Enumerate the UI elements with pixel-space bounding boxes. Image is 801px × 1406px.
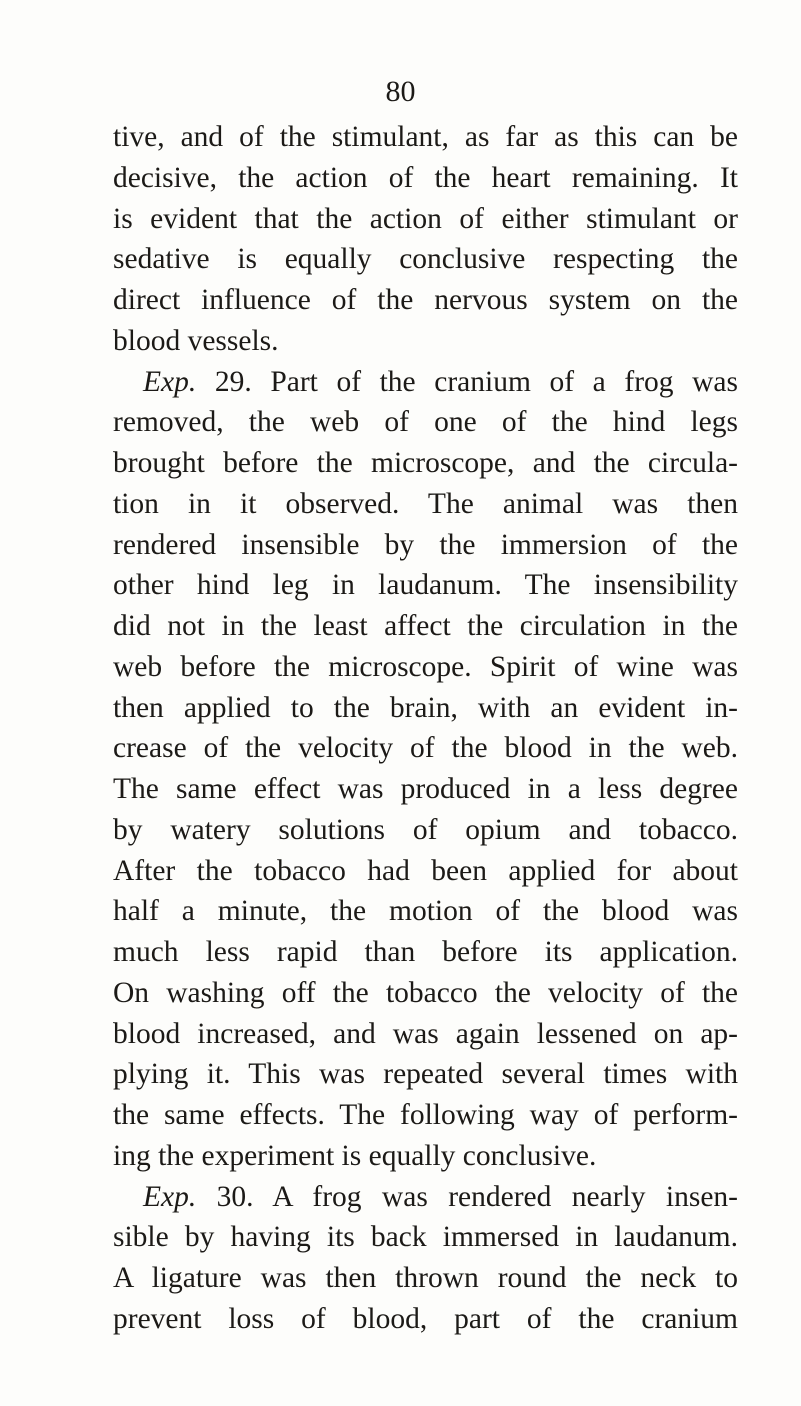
text-line: sedative is equally conclusive respecting the <box>113 243 738 276</box>
text-line: On washing off the tobacco the velocity of the <box>113 976 738 1009</box>
text-line: is evident that the action of either stimulant or <box>113 202 738 235</box>
experiment-label: Exp. <box>143 365 197 398</box>
text-line: sible by having its back immersed in laudanum. <box>113 1221 738 1254</box>
text-line: the same effects. The following way of perform- <box>113 1099 738 1131</box>
page-number: 80 <box>385 75 416 108</box>
text-line: did not in the least affect the circulation in the <box>113 610 738 642</box>
experiment-30-heading-line <box>113 1177 738 1218</box>
text-line: A ligature was then thrown round the neck to <box>113 1262 738 1294</box>
body-text <box>113 117 738 1340</box>
text-line: prevent loss of blood, part of the cranium <box>113 1302 738 1335</box>
text-line: rendered insensible by the immersion of the <box>113 528 738 561</box>
text-line-rest: 30. A frog was rendered nearly insen- <box>196 1180 738 1213</box>
text-line: direct influence of the nervous system on the <box>113 284 738 316</box>
text-line: ing the experiment is equally conclusive. <box>113 1139 597 1172</box>
text-line: brought before the microscope, and the circula- <box>113 447 738 479</box>
text-line: then applied to the brain, with an evident in- <box>113 691 738 724</box>
text-line: decisive, the action of the heart remaining. It <box>113 161 738 194</box>
text-line: web before the microscope. Spirit of wine was <box>113 650 738 683</box>
text-line: tion in it observed. The animal was then <box>113 487 738 520</box>
text-line: crease of the velocity of the blood in the web. <box>113 732 738 765</box>
text-line: blood increased, and was again lessened on ap- <box>113 1017 738 1050</box>
text-line: plying it. This was repeated several times with <box>113 1058 738 1091</box>
text-line: tive, and of the stimulant, as far as this can be <box>113 121 738 153</box>
text-line: The same effect was produced in a less degree <box>113 773 738 805</box>
experiment-label: Exp. <box>143 1180 197 1213</box>
text-line-rest: 29. Part of the cranium of a frog was <box>196 365 738 398</box>
experiment-29-heading-line <box>113 362 738 403</box>
text-line: much less rapid than before its application. <box>113 936 738 968</box>
text-line: other hind leg in laudanum. The insensibility <box>113 569 738 602</box>
text-line: half a minute, the motion of the blood was <box>113 895 738 928</box>
text-line: by watery solutions of opium and tobacco. <box>113 813 738 846</box>
text-line: removed, the web of one of the hind legs <box>113 406 738 439</box>
text-line: blood vessels. <box>113 324 279 357</box>
text-line: After the tobacco had been applied for about <box>113 854 738 887</box>
